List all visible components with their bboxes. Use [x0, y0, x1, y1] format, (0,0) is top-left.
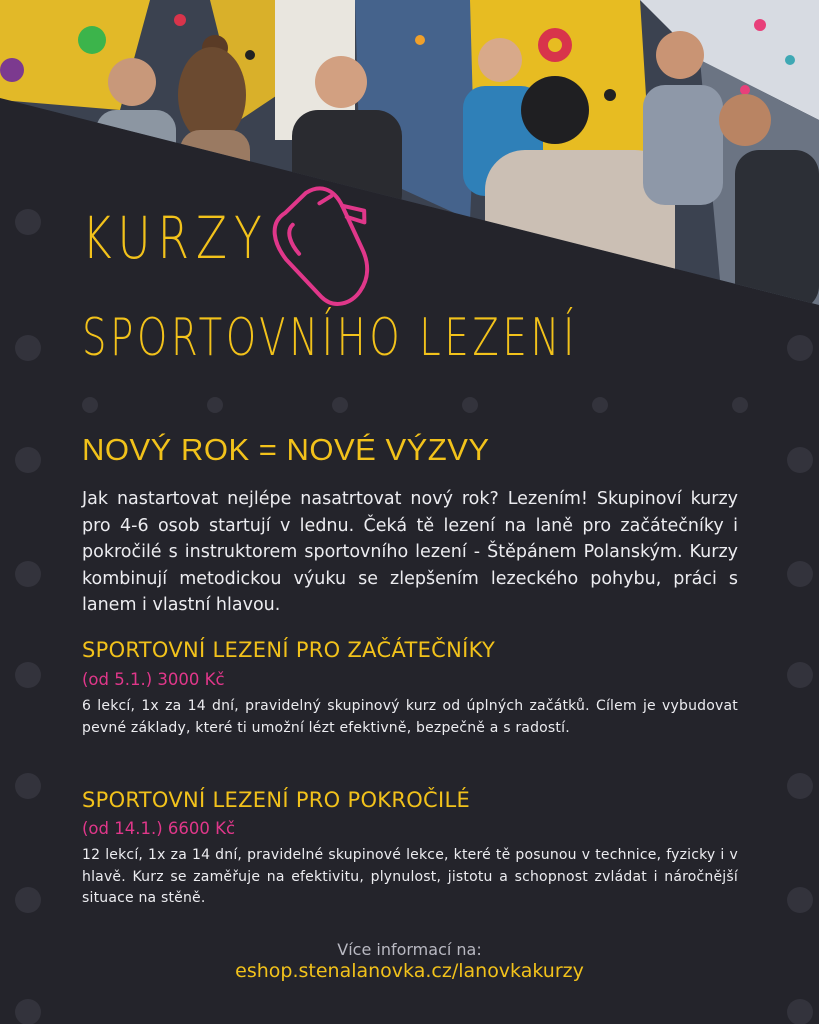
course-advanced-price: (od 14.1.) 6600 Kč	[82, 819, 236, 838]
more-info-label: Více informací na:	[337, 940, 482, 959]
course-advanced-title: SPORTOVNÍ LEZENÍ PRO POKROČILÉ	[82, 788, 471, 812]
main-heading: NOVÝ ROK = NOVÉ VÝZVY	[82, 432, 490, 467]
course-beginners-title: SPORTOVNÍ LEZENÍ PRO ZAČÁTEČNÍKY	[82, 638, 496, 662]
course-beginners-price: (od 5.1.) 3000 Kč	[82, 670, 225, 689]
course-beginners-description: 6 lekcí, 1x za 14 dní, pravidelný skupinový kurz od úplných začátků. Cílem je vybudovat pevné základy, které ti umožní lézt efektivně, bezpečně a s radostí.	[82, 698, 738, 736]
course-advanced-description: 12 lekcí, 1x za 14 dní, pravidelné skupinové lekce, které tě posunou v technice, fyzicky i v hlavě. Kurz se zaměřuje na efektivitu, plynulost, jistotu a schopnost zvládat i náročnější situace na stěně.	[82, 847, 738, 906]
eshop-link[interactable]: eshop.stenalanovka.cz/lanovkakurzy	[235, 960, 584, 982]
title-line-2: SPORTOVNÍHO LEZENÍ	[82, 308, 579, 368]
intro-text: Jak nastartovat nejlépe nasatrtovat nový rok? Lezením! Skupinoví kurzy pro 4-6 osob startují v lednu. Čeká tě lezení na laně pro začátečníky i pokročilé s instruktorem sportovního lezení - Štěpánem Polanským. Kurzy kombinují metodickou výuku se zlepšením lezeckého pohybu, práci s lanem i vlastní hlavou.	[82, 489, 738, 615]
carabiner-icon	[268, 172, 398, 312]
title-line-1: KURZY	[82, 204, 269, 272]
